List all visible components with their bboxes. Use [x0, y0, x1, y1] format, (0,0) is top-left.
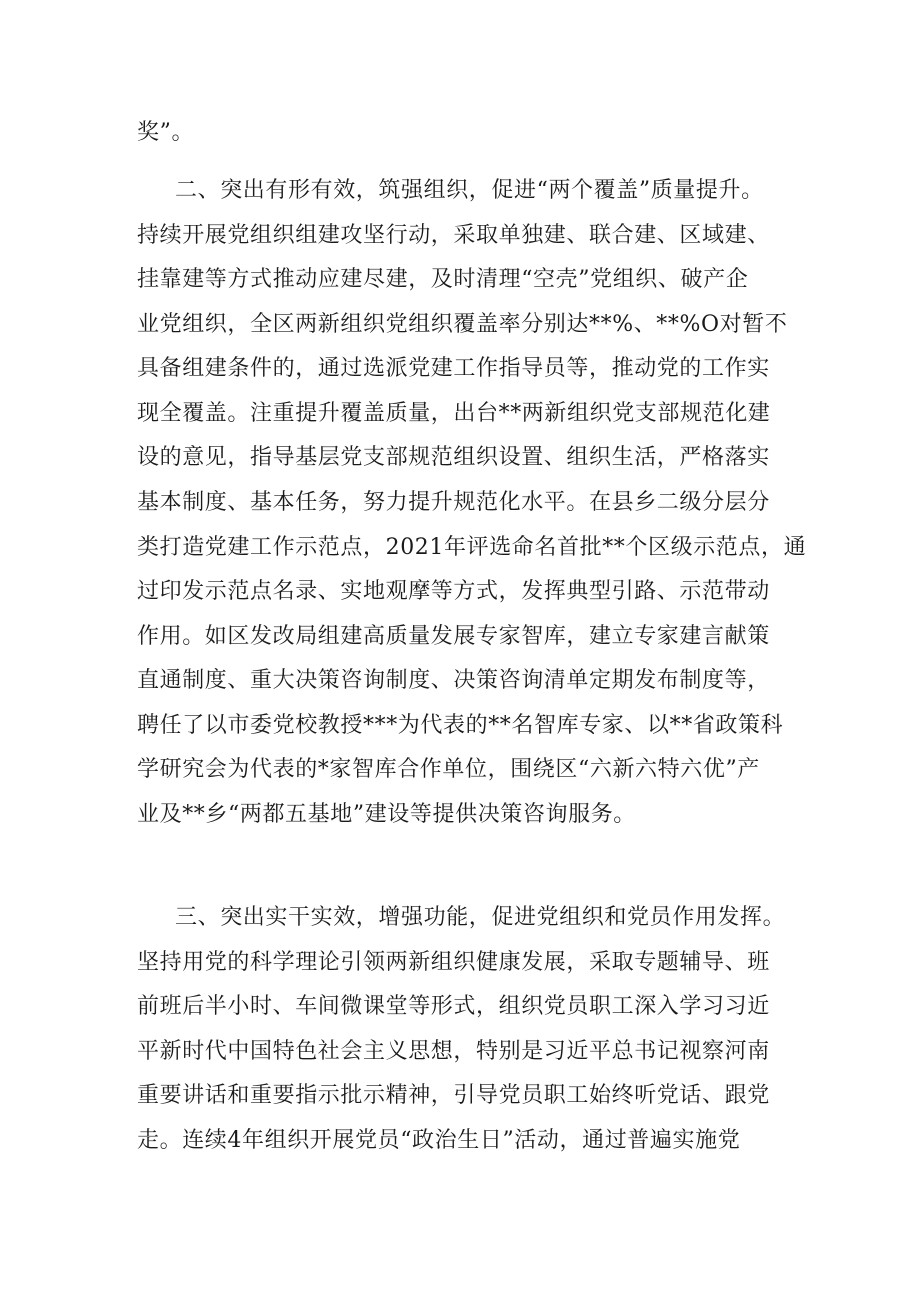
paragraph-line: 直通制度、重大决策咨询制度、决策咨询清单定期发布制度等，: [137, 668, 770, 693]
paragraph-line: 持续开展党组织组建攻坚行动，采取单独建、联合建、区域建、: [137, 223, 770, 248]
paragraph-line: 平新时代中国特色社会主义思想，特别是习近平总书记视察河南: [137, 1039, 770, 1064]
paragraph-line: 重要讲话和重要指示批示精神，引导党员职工始终听党话、跟党: [137, 1083, 770, 1108]
paragraph-line: 业及**乡“两都五基地”建设等提供决策咨询服务。: [137, 802, 636, 827]
paragraph-line: 现全覆盖。注重提升覆盖质量，出台**两新组织党支部规范化建: [137, 401, 771, 426]
paragraph-line: 基本制度、基本任务，努力提升规范化水平。在县乡二级分层分: [137, 490, 770, 515]
paragraph-line: 过印发示范点名录、实地观摩等方式，发挥典型引路、示范带动: [137, 579, 770, 604]
section-2-heading-line: 二、突出有形有效，筑强组织，促进“两个覆盖”质量提升。: [175, 178, 764, 203]
paragraph-line: 具备组建条件的，通过选派党建工作指导员等，推动党的工作实: [137, 356, 770, 381]
section-3-heading-line: 三、突出实干实效，增强功能，促进党组织和党员作用发挥。: [175, 905, 786, 930]
carryover-line: 奖”。: [137, 120, 195, 145]
paragraph-line: 类打造党建工作示范点，2021年评选命名首批**个区级示范点，通: [137, 535, 807, 560]
paragraph-line: 聘任了以市委党校教授***为代表的**名智库专家、以**省政策科: [137, 713, 784, 738]
paragraph-line: 走。连续4年组织开展党员“政治生日”活动，通过普遍实施党: [137, 1128, 741, 1153]
paragraph-line: 业党组织，全区两新组织党组织覆盖率分别达**%、**%O对暂不: [137, 312, 788, 337]
paragraph-line: 设的意见，指导基层党支部规范组织设置、组织生活，严格落实: [137, 445, 770, 470]
paragraph-line: 学研究会为代表的*家智库合作单位，围绕区“六新六特六优”产: [137, 757, 760, 782]
paragraph-line: 作用。如区发改局组建高质量发展专家智库，建立专家建言献策: [137, 624, 770, 649]
paragraph-line: 前班后半小时、车间微课堂等形式，组织党员职工深入学习习近: [137, 994, 770, 1019]
paragraph-line: 挂靠建等方式推动应建尽建，及时清理“空壳”党组织、破产企: [137, 267, 749, 292]
paragraph-line: 坚持用党的科学理论引领两新组织健康发展，采取专题辅导、班: [137, 950, 770, 975]
